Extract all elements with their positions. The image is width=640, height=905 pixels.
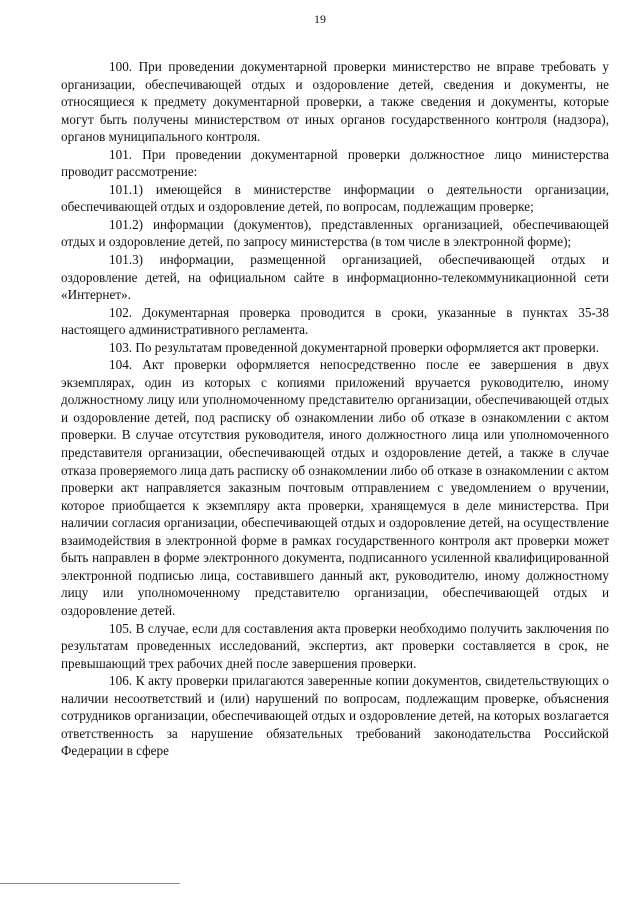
paragraph-101: 101. При проведении документарной проверки должностное лицо министерства проводит рассмотрение:	[61, 146, 609, 180]
paragraph-102: 102. Документарная проверка проводится в сроки, указанные в пунктах 35-38 настоящего административного регламента.	[61, 304, 609, 338]
paragraph-106: 106. К акту проверки прилагаются заверенные копии документов, свидетельствующих о наличии несоответствий и (или) нарушений по вопросам, подлежащим проверке, объяснения сотрудников организации, обеспечивающей отдых и оздоровление детей, на которых возлагается ответственность за нарушение обязательных требований законодательства Российской Федерации в сфере	[61, 673, 609, 759]
paragraph-103: 103. По результатам проведенной документарной проверки оформляется акт проверки.	[109, 339, 600, 355]
paragraph-101-1: 101.1) имеющейся в министерстве информации о деятельности организации, обеспечивающей отдых и оздоровление детей, по вопросам, подлежащим проверке;	[61, 181, 609, 215]
paragraph-101-2: 101.2) информации (документов), представленных организацией, обеспечивающей отдых и оздоровление детей, по запросу министерства (в том числе в электронной форме);	[61, 216, 609, 250]
footer-divider	[0, 883, 180, 884]
document-body	[61, 58, 609, 760]
paragraph-100: 100. При проведении документарной проверки министерство не вправе требовать у организации, обеспечивающей отдых и оздоровление детей, сведения и документы, не относящиеся к предмету документарной проверки, а также сведения и документы, которые могут быть получены министерством от иных органов государственного контроля (надзора), органов муниципального контроля.	[61, 59, 609, 145]
paragraph-101-3: 101.3) информации, размещенной организацией, обеспечивающей отдых и оздоровление детей, на официальном сайте в информационно-телекоммуникационной сети «Интернет».	[61, 252, 609, 303]
page-number: 19	[314, 12, 326, 26]
paragraph-104: 104. Акт проверки оформляется непосредственно после ее завершения в двух экземплярах, один из которых с копиями приложений вручается руководителю, иному должностному лицу или уполномоченному представителю организации, обеспечивающей отдых и оздоровление детей, под расписку об ознакомлении либо об отказе в ознакомлении с актом проверки. В случае отсутствия руководителя, иного должностного лица или уполномоченного представителя организации, обеспечивающей отдых и оздоровление детей, а также в случае отказа проверяемого лица дать расписку об ознакомлении либо об отказе в ознакомлении с актом проверки акт направляется заказным почтовым отправлением с уведомлением о вручении, которое приобщается к экземпляру акта проверки, хранящемуся в деле министерства. При наличии согласия организации, обеспечивающей отдых и оздоровление детей, на осуществление взаимодействия в электронной форме в рамках государственного контроля акт проверки может быть направлен в форме электронного документа, подписанного усиленной квалифицированной электронной подписью лица, составившего данный акт, руководителю, иному должностному лицу или уполномоченному представителю организации, обеспечивающей отдых и оздоровление детей.	[61, 357, 609, 618]
paragraph-105: 105. В случае, если для составления акта проверки необходимо получить заключения по результатам проведенных исследований, экспертиз, акт проверки составляется в срок, не превышающий трех рабочих дней после завершения проверки.	[61, 620, 609, 671]
